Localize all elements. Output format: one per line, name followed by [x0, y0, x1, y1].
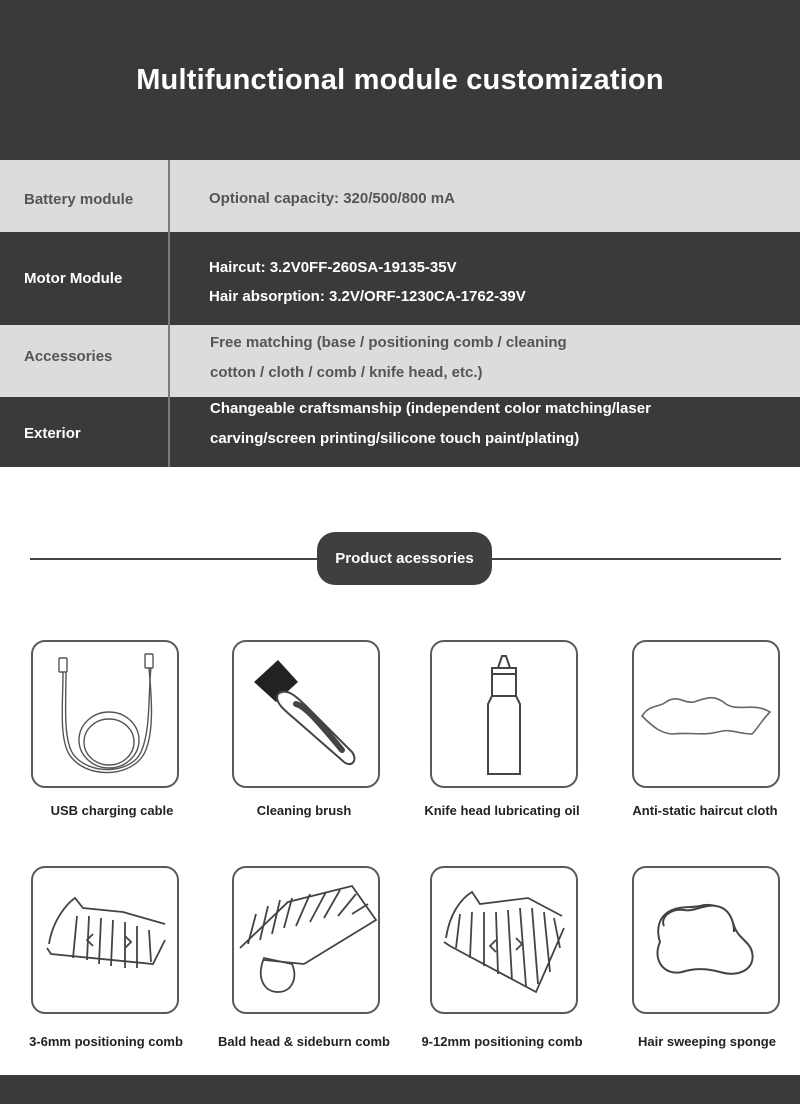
section-rule-right	[491, 558, 781, 560]
usb-cable-icon	[33, 642, 177, 786]
sponge-icon	[634, 868, 778, 1012]
header-banner	[0, 0, 800, 160]
spec-row-accessories	[0, 325, 800, 397]
accessory-caption: Cleaning brush	[256, 803, 352, 818]
spec-value: cotton / cloth / comb / knife head, etc.)	[210, 364, 483, 381]
spec-value: Changeable craftsmanship (independent color matching/laser	[210, 400, 651, 417]
spec-value: Haircut: 3.2V0FF-260SA-19135-35V	[209, 259, 457, 276]
spec-value: Hair absorption: 3.2V/ORF-1230CA-1762-39V	[209, 288, 526, 305]
spec-label: Battery module	[24, 191, 134, 208]
accessory-card-sideburn-comb	[232, 866, 380, 1014]
sideburn-comb-icon	[234, 868, 378, 1012]
spec-label: Exterior	[24, 425, 81, 442]
cleaning-brush-icon	[234, 642, 378, 786]
accessory-caption: Bald head & sideburn comb	[218, 1034, 390, 1049]
accessory-caption: Knife head lubricating oil	[424, 803, 580, 818]
oil-bottle-icon	[432, 642, 576, 786]
spec-row-battery	[0, 160, 800, 232]
page-title: Multifunctional module customization	[136, 64, 664, 96]
accessory-caption: Hair sweeping sponge	[638, 1034, 776, 1049]
spec-value: Free matching (base / positioning comb / cleaning	[210, 334, 567, 351]
accessory-caption: USB charging cable	[50, 803, 174, 818]
guide-comb-large-icon	[432, 868, 576, 1012]
spec-row-motor	[0, 232, 800, 325]
accessory-card-oil	[430, 640, 578, 788]
accessory-caption: 9-12mm positioning comb	[421, 1034, 583, 1049]
guide-comb-icon	[33, 868, 177, 1012]
accessory-card-comb-9-12mm	[430, 866, 578, 1014]
accessory-card-brush	[232, 640, 380, 788]
cloth-icon	[634, 642, 778, 786]
accessory-card-cloth	[632, 640, 780, 788]
spec-value: carving/screen printing/silicone touch paint/plating)	[210, 430, 580, 447]
accessory-card-comb-3-6mm	[31, 866, 179, 1014]
table-divider	[168, 160, 170, 467]
accessory-card-sponge	[632, 866, 780, 1014]
spec-label: Accessories	[24, 348, 113, 365]
spec-label: Motor Module	[24, 270, 123, 287]
footer-bar	[0, 1075, 800, 1104]
accessory-card-usb-cable	[31, 640, 179, 788]
section-title: Product acessories	[317, 532, 492, 585]
spec-value: Optional capacity: 320/500/800 mA	[209, 190, 455, 207]
accessory-caption: Anti-static haircut cloth	[632, 803, 778, 818]
section-rule-left	[30, 558, 318, 560]
accessory-caption: 3-6mm positioning comb	[29, 1034, 183, 1049]
spec-row-exterior	[0, 397, 800, 467]
